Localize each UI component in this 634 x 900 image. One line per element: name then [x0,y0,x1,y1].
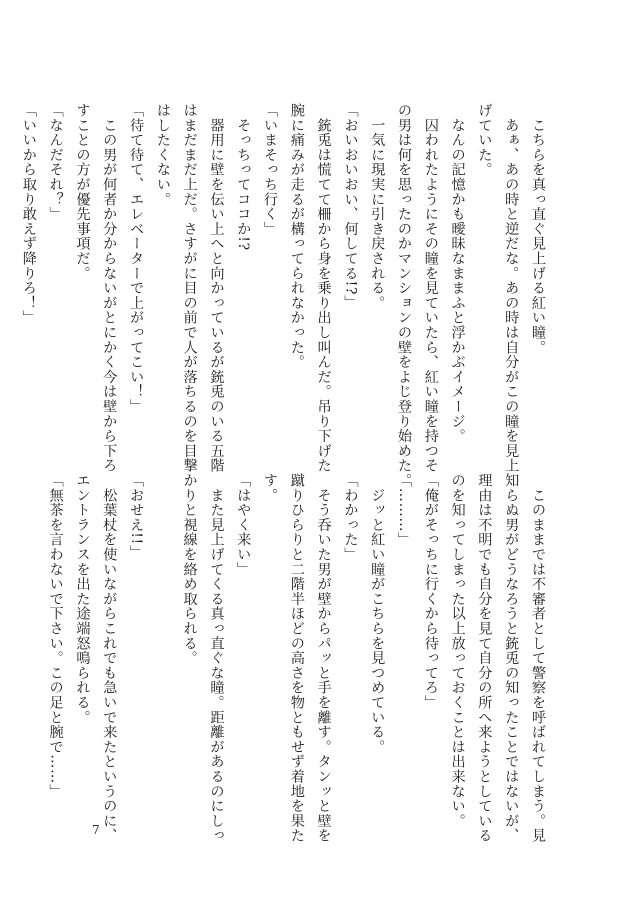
text-line: 知らぬ男がどうなろうと銃兎の知ったことではないが、 [503,473,520,843]
text-line: 「おせえ!!」 [128,473,145,560]
text-line: そっちってココか!? [235,103,252,251]
text-line: 腕に痛みが走るが構ってられなかった。 [288,103,305,370]
text-line: 「はやく来い」 [235,473,252,577]
page-number: 7 [92,823,100,837]
text-line [149,473,176,833]
text-line: 「………」 [396,473,413,547]
text-block-lower [42,473,551,843]
text-line: げていた。 [476,103,493,177]
text-line: 理由は不明でも自分を見て自分の所へ来ようとしている [476,473,493,843]
text-line: このままでは不審者として警察を呼ばれてしまう。見 [530,473,546,843]
text-line: エントランスを出た途端怒鳴られる。 [74,473,91,725]
text-block-upper [15,103,551,488]
text-line: 「いまそっち行く」 [262,103,279,237]
text-line: の男は何を思ったのかマンションの壁をよじ登り始めた。 [396,103,413,488]
text-line: ジッと紅い瞳がこちらを見つめている。 [369,473,386,755]
text-line: す。 [262,473,279,503]
text-line: 一気に現実に引き戻される。 [369,103,386,311]
text-line: はしたくない。 [154,103,171,207]
text-line: 器用に壁を伝い上へと向かっているが銃兎のいる五階 [208,103,225,473]
text-line: はまだまだ上だ。さすがに目の前で人が落ちるのを目撃 [181,103,198,473]
text-line: 「俺がそっちに行くから待ってろ」 [422,473,439,710]
text-line: 蹴りひらりと二階半ほどの高さを物ともせず着地を果た [288,473,305,843]
text-line: 「わかった」 [342,473,359,562]
text-line: こちらを真っ直ぐ見上げる紅い瞳。 [530,103,546,355]
text-line: 「いいから取り敢えず降りろ！」 [20,103,37,325]
text-line: なんの記憶かも曖昧なままふと浮かぶイメージ。 [449,103,466,444]
text-line: 「おいおいおい、何してる!?」 [342,103,359,310]
text-line: かりと視線を絡め取られる。 [181,473,198,666]
text-line: 囚われたようにその瞳を見ていたら、紅い瞳を持つそ [422,103,439,473]
text-line: あぁ、あの時と逆だな。あの時は自分がこの瞳を見上 [503,103,520,473]
text-line: また見上げてくる真っ直ぐな瞳。距離があるのにしっ [208,473,225,843]
text-line: すことの方が優先事項だ。 [74,103,91,281]
text-line: 松葉杖を使いながらこれでも急いで来たというのに、 [101,473,118,843]
text-line: のを知ってしまった以上放っておくことは出来ない。 [449,473,466,829]
text-line: 「なんだそれ？」 [47,103,64,222]
text-line: この男が何者か分からないがとにかく今は壁から下ろ [101,103,118,473]
text-line: 銃兎は慌てて柵から身を乗り出し叫んだ。吊り下げた [315,103,332,473]
text-line: そう呑いた男が壁からパッと手を離す。タンッと壁を [315,473,332,843]
text-line: 「待て待て、エレベーターで上がってこい！」 [128,103,145,414]
text-line: 「無茶を言わないで下さい。この足と腕で……」 [47,473,64,799]
